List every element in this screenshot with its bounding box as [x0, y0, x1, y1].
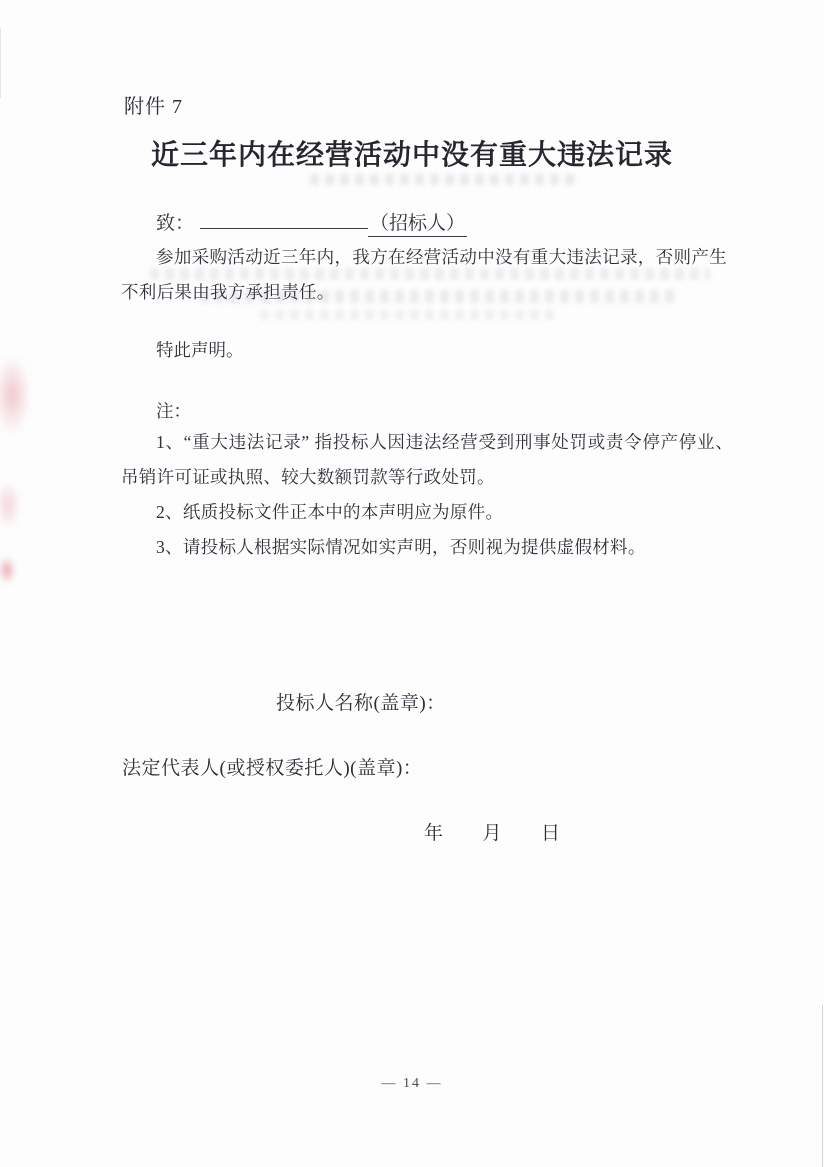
ink-bleed-artifact [0, 470, 26, 540]
note-item-3: 3、请投标人根据实际情况如实声明，否则视为提供虚假材料。 [156, 537, 646, 557]
declaration-body-paragraph: 参加采购活动近三年内，我方在经营活动中没有重大违法记录，否则产生不利后果由我方承担责任。 [121, 247, 727, 302]
document-title: 近三年内在经营活动中没有重大违法记录 [150, 140, 673, 171]
legal-representative-seal-label: 法定代表人(或授权委托人)(盖章)： [122, 758, 423, 779]
recipient-blank-field [200, 209, 368, 229]
note-item-1: 1、“重大违法记录” 指投标人因违法经营受到刑事处罚或责令停产停业、吊销许可证或执照、较大数额罚款等行政处罚。 [121, 432, 733, 487]
attachment-label: 附件 7 [124, 96, 183, 118]
bleed-through-text-artifact [260, 310, 560, 320]
hereby-declaration: 特此声明。 [156, 340, 244, 360]
recipient-hint-label: （招标人） [368, 208, 467, 237]
salutation-line [156, 208, 467, 237]
notes-label: 注： [156, 401, 191, 421]
note-item-2: 2、纸质投标文件正本中的本声明应为原件。 [156, 502, 504, 522]
bidder-name-seal-label: 投标人名称(盖章)： [276, 693, 446, 714]
salutation-to-label: 致： [156, 213, 195, 234]
ink-bleed-artifact [0, 340, 38, 450]
notes-list [121, 425, 733, 565]
ink-bleed-artifact [0, 550, 20, 590]
scan-edge-artifact-left [0, 28, 1, 98]
page-number: — 14 — [381, 1076, 443, 1091]
bleed-through-text-artifact [310, 174, 580, 185]
date-line: 年 月 日 [424, 823, 561, 844]
